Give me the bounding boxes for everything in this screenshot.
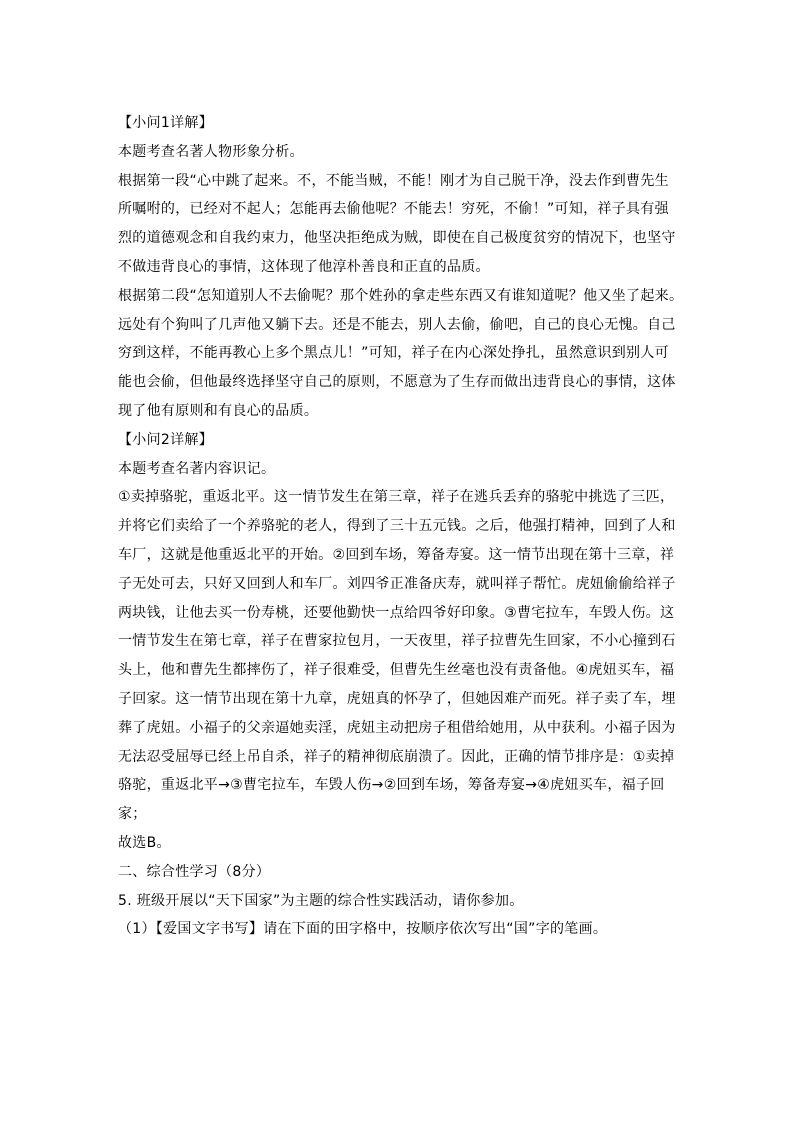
text-line: 葬了虎妞。小福子的父亲逼她卖淫，虎妞主动把房子租借给她用，从中获利。小福子因为 [118,719,676,736]
text-line: 本题考查名著内容识记。 [118,460,276,477]
text-line: 【小问1详解】 [118,115,214,131]
text-line: 并将它们卖给了一个养骆驼的老人，得到了三十五元钱。之后，他强打精神，回到了人和 [118,518,676,535]
text-line: 烈的道德观念和自我约束力，他坚决拒绝成为贼，即使在自己极度贫穷的情况下，也坚守 [118,230,676,247]
text-line: 家； [118,806,147,823]
text-line: 骆驼，重返北平→③曹宅拉车，车毁人伤→②回到车场，筹备寿宴→④虎妞买车，福子回 [118,777,665,794]
text-line: 能也会偷，但他最终选择坚守自己的原则，不愿意为了生存而做出违背良心的事情，这体 [118,374,676,391]
text-line: 车厂，这就是他重返北平的开始。②回到车场，筹备寿宴。这一情节出现在第十三章，祥 [118,546,675,563]
text-line: ①卖掉骆驼，重返北平。这一情节发生在第三章，祥子在逃兵丢弃的骆驼中挑选了三匹， [118,489,675,506]
text-line: 5. 班级开展以“天下国家”为主题的综合性实践活动，请你参加。 [118,892,524,909]
text-line: 头上，他和曹先生都摔伤了，祥子很难受，但曹先生丝毫也没有责备他。④虎妞买车，福 [118,662,675,679]
text-line: 根据第二段“怎知道别人不去偷呢？那个姓孙的拿走些东西又有谁知道呢？他又坐了起来。 [118,287,684,304]
text-line: （1）【爱国文字书写】请在下面的田字格中，按顺序依次写出“国”字的笔画。 [118,921,608,938]
text-line: 子回家。这一情节出现在第十九章，虎妞真的怀孕了，但她因难产而死。祥子卖了车，埋 [118,690,676,707]
text-line: 现了他有原则和有良心的品质。 [118,402,319,419]
text-line: 【小问2详解】 [118,431,214,448]
text-line: 远处有个狗叫了几声他又躺下去。还是不能去，别人去偷，偷吧，自己的良心无愧。自己 [118,316,676,333]
document-body [118,109,688,944]
text-line: 穷到这样，不能再教心上多个黑点儿！”可知，祥子在内心深处挣扎，虽然意识到别人可 [118,345,669,362]
text-line: 两块钱，让他去买一份寿桃，还要他勤快一点给四爷好印象。③曹宅拉车，车毁人伤。这 [118,604,675,621]
text-line: 所嘱咐的，已经对不起人；怎能再去偷他呢？不能去！穷死，不偷！”可知，祥子具有强 [118,201,669,218]
text-line: 二、综合性学习（8分） [118,863,271,880]
text-line: 不做违背良心的事情，这体现了他淳朴善良和正直的品质。 [118,258,490,275]
text-line: 本题考查名著人物形象分析。 [118,143,304,160]
text-line: 故选B。 [118,834,171,851]
text-line: 一情节发生在第七章，祥子在曹家拉包月，一天夜里，祥子拉曹先生回家，不小心撞到石 [118,633,676,650]
text-line: 子无处可去，只好又回到人和车厂。刘四爷正准备庆寿，就叫祥子帮忙。虎妞偷偷给祥子 [118,575,676,592]
text-line: 根据第一段“心中跳了起来。不，不能当贼，不能！刚才为自己脱干净，没去作到曹先生 [118,172,669,189]
text-line: 无法忍受屈辱已经上吊自杀，祥子的精神彻底崩溃了。因此，正确的情节排序是：①卖掉 [118,748,675,765]
